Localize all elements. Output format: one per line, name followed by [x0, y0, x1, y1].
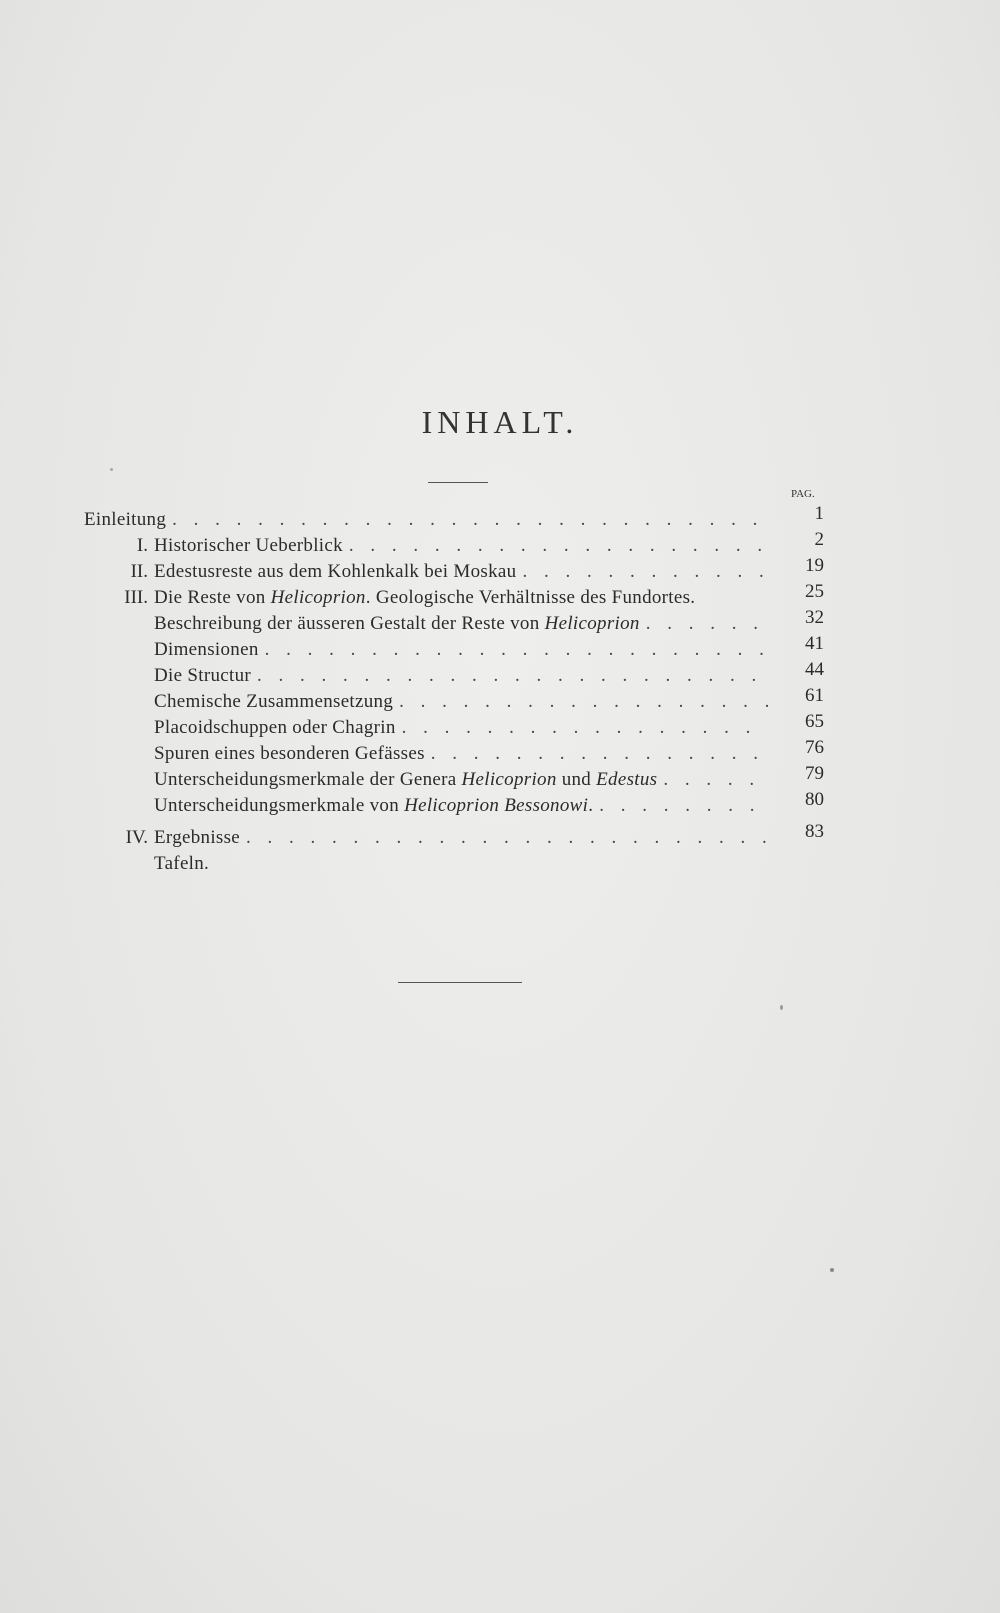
- toc-entry[interactable]: [84, 789, 824, 819]
- paper-speck: [830, 1268, 834, 1272]
- toc-entry-title: Tafeln.: [154, 853, 210, 874]
- toc-entry-title: Edestusreste aus dem Kohlenkalk bei Moskau: [154, 561, 517, 582]
- toc-entry[interactable]: [84, 659, 824, 689]
- toc-page-number: 44: [805, 659, 824, 680]
- leader-dots: [246, 825, 768, 851]
- toc-entry-title: Einleitung: [84, 509, 167, 530]
- toc-page-number: 83: [805, 821, 824, 842]
- toc-entry[interactable]: [84, 529, 824, 559]
- toc-page-number: 2: [814, 529, 824, 550]
- toc-page-number: 80: [805, 789, 824, 810]
- toc-entry-title: Ergebnisse: [154, 827, 241, 848]
- toc-entry[interactable]: [84, 821, 824, 851]
- toc-entry-title: Historischer Ueberblick: [154, 535, 343, 556]
- paper-speck: [780, 1005, 783, 1010]
- leader-dots: [349, 533, 768, 559]
- toc-entry-title: Unterscheidungsmerkmale von Helicoprion Bessonowi.: [154, 795, 594, 816]
- toc-entry-title: Dimensionen: [154, 639, 259, 660]
- toc-entry[interactable]: [84, 555, 824, 585]
- toc-page-number: 32: [805, 607, 824, 628]
- page-title: INHALT.: [421, 404, 579, 440]
- toc-page-number: 1: [814, 503, 824, 524]
- leader-dots: [431, 741, 768, 767]
- toc-entry-title: Chemische Zusammensetzung: [154, 691, 394, 712]
- toc-entry[interactable]: [84, 581, 824, 611]
- toc-entry-number: III.: [124, 587, 148, 608]
- toc-entry[interactable]: [84, 851, 824, 877]
- toc-entry-title: Placoidschuppen oder Chagrin: [154, 717, 396, 738]
- leader-dots: [522, 559, 768, 585]
- table-of-contents: [84, 503, 824, 877]
- toc-page-number: 25: [805, 581, 824, 602]
- leader-dots: [399, 689, 768, 715]
- toc-entry-title: Spuren eines besonderen Gefässes: [154, 743, 425, 764]
- paper-speck: [110, 468, 113, 471]
- leader-dots: [257, 663, 768, 689]
- toc-page-number: 65: [805, 711, 824, 732]
- leader-dots: [265, 637, 768, 663]
- toc-entry-title: Die Reste von Helicoprion. Geologische Verhältnisse des Fundortes.: [154, 587, 696, 608]
- toc-entry-title: Unterscheidungsmerkmale der Genera Helicoprion und Edestus: [154, 769, 658, 790]
- toc-entry-number: II.: [130, 561, 148, 582]
- toc-entry-number: I.: [136, 535, 148, 556]
- leader-dots: [402, 715, 768, 741]
- toc-entry[interactable]: [84, 503, 824, 533]
- toc-entry[interactable]: [84, 685, 824, 715]
- toc-entry[interactable]: [84, 737, 824, 767]
- toc-page-number: 19: [805, 555, 824, 576]
- toc-entry-title: Beschreibung der äusseren Gestalt der Reste von Helicoprion: [154, 613, 640, 634]
- toc-page-number: 79: [805, 763, 824, 784]
- toc-page-number: 41: [805, 633, 824, 654]
- title-rule: [428, 482, 488, 483]
- toc-page-number: 61: [805, 685, 824, 706]
- leader-dots: [663, 767, 768, 793]
- toc-entry[interactable]: [84, 711, 824, 741]
- leader-dots: [172, 507, 768, 533]
- closing-rule: [398, 982, 522, 983]
- toc-entry[interactable]: [84, 633, 824, 663]
- toc-entry[interactable]: [84, 763, 824, 793]
- toc-entry-title: Die Structur: [154, 665, 251, 686]
- toc-page-number: 76: [805, 737, 824, 758]
- toc-entry[interactable]: [84, 607, 824, 637]
- page-column-label: PAG.: [791, 488, 815, 500]
- toc-entry-number: IV.: [125, 827, 148, 848]
- leader-dots: [599, 793, 768, 819]
- leader-dots: [646, 611, 768, 637]
